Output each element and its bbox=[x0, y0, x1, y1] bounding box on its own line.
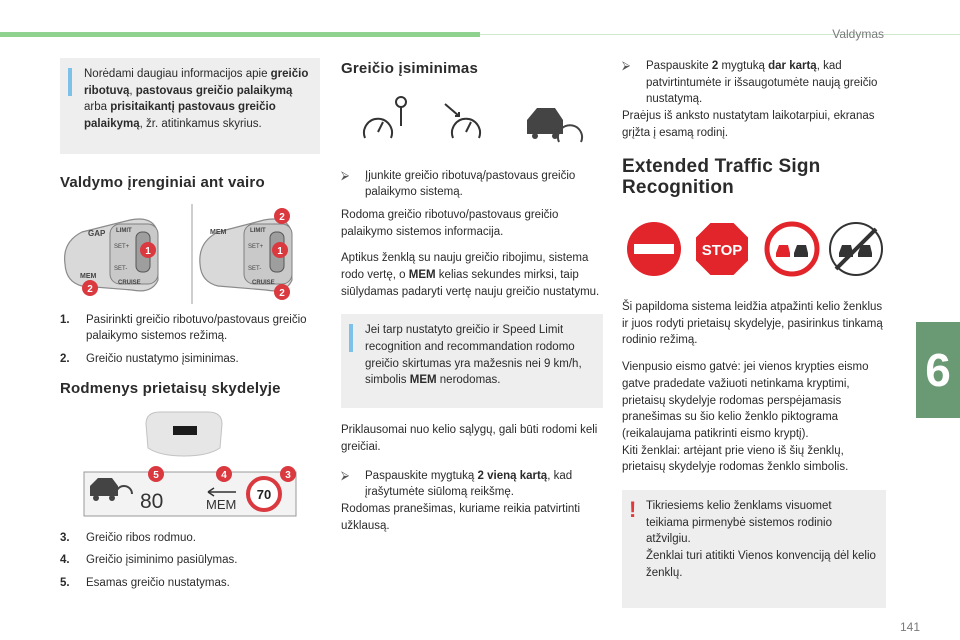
cruise-control-icon bbox=[445, 104, 480, 138]
arrow-icon: ⮚ bbox=[341, 169, 350, 182]
info-bold: pastovaus greičio palaikymą bbox=[135, 84, 293, 97]
speed-limiter-icon bbox=[364, 97, 406, 138]
arrow-icon: ⮚ bbox=[622, 60, 631, 72]
paragraph: Kiti ženklai: artėjant prie vieno iš šių ženklų, prietaisų skydelyje rodomas ženklo simbolis. bbox=[622, 444, 849, 474]
end-no-overtaking-sign-icon bbox=[830, 223, 882, 275]
heading-speed-memorisation: Greičio įsiminimas bbox=[341, 60, 478, 77]
svg-text:3: 3 bbox=[285, 469, 291, 481]
controls-list bbox=[60, 312, 320, 368]
warning-note: ! Tikriesiems kelio ženklams visuomet teikiama pirmenybė sistemos rodinio atžvilgiu. Ženklai turi atitikti Vienos konvenciją dėl kelio ženklų. bbox=[622, 490, 886, 608]
info-text: , bbox=[129, 84, 136, 97]
set-minus-label: SET- bbox=[248, 265, 262, 272]
list-item: 2. Greičio nustatymo įsiminimas. bbox=[60, 353, 239, 366]
svg-text:2: 2 bbox=[87, 283, 93, 295]
badge-2-bottom-icon bbox=[274, 284, 290, 300]
info-note-mem: Jei tarp nustatyto greičio ir Speed Limit recognition and recommandation rodomo greičio skirtumas yra mažesnis nei 9 km/h, simbolis MEM nerodomas. bbox=[341, 314, 603, 408]
badge-3-icon bbox=[280, 466, 296, 482]
heading-extended-tsr: Extended Traffic Sign Recognition bbox=[622, 156, 821, 199]
steering-stalk-illustration bbox=[60, 202, 320, 306]
paragraph: Aptikus ženklą su nauju greičio ribojimu, sistema rodo vertę, o MEM kelias sekundes mirksi, taip siūlydamas padaryti vertę nauju greičio nustatymu. bbox=[341, 252, 600, 298]
info-text: arba bbox=[84, 101, 111, 114]
gap-label: GAP bbox=[88, 228, 106, 238]
limit-label: LIMIT bbox=[250, 227, 266, 234]
svg-text:1: 1 bbox=[145, 245, 151, 257]
list-item: 3. Greičio ribos rodmuo. bbox=[60, 531, 196, 544]
column-1 bbox=[60, 58, 320, 598]
stop-sign-icon bbox=[695, 222, 749, 276]
traffic-signs-row bbox=[622, 213, 886, 285]
badge-2-top-icon bbox=[274, 208, 290, 224]
badge-1-icon bbox=[140, 242, 156, 258]
svg-text:STOP: STOP bbox=[701, 242, 743, 260]
step-press-once: ⮚ Paspauskite mygtuką 2 vieną kartą, kad įrašytumėte siūlomą reikšmę. bbox=[341, 468, 603, 501]
section-title: Valdymas bbox=[832, 27, 884, 41]
heading-controls: Valdymo įrenginiai ant vairo bbox=[60, 174, 265, 191]
paragraph: Priklausomai nuo kelio sąlygų, gali būti rodomi keli greičiai. bbox=[341, 424, 598, 454]
set-minus-label: SET- bbox=[114, 265, 128, 272]
cruise-label: CRUISE bbox=[252, 279, 275, 286]
column-2 bbox=[341, 58, 603, 544]
speed-memorisation-icons bbox=[341, 92, 603, 156]
badge-2-icon bbox=[82, 280, 98, 296]
info-icon bbox=[68, 68, 72, 96]
instrument-display-illustration bbox=[60, 406, 320, 524]
current-speed-readout: 80 bbox=[140, 489, 164, 513]
header-accent-bar bbox=[0, 32, 480, 37]
badge-4-icon bbox=[216, 466, 232, 482]
display-list bbox=[60, 530, 320, 592]
cruise-label: CRUISE bbox=[118, 279, 141, 286]
paragraph: Rodomas pranešimas, kuriame reikia patvirtinti užklausą. bbox=[341, 503, 581, 532]
paragraph: Rodoma greičio ribotuvo/pastovaus greičio palaikymo sistemos informacija. bbox=[341, 209, 559, 238]
mem-label: MEM bbox=[210, 228, 227, 236]
list-item: 4. Greičio įsiminimo pasiūlymas. bbox=[60, 554, 238, 567]
svg-text:2: 2 bbox=[279, 287, 285, 299]
page-number: 141 bbox=[899, 619, 920, 634]
svg-text:4: 4 bbox=[221, 469, 227, 481]
svg-text:2: 2 bbox=[279, 211, 285, 223]
chapter-tab: 6 bbox=[916, 322, 960, 418]
no-entry-sign-icon bbox=[627, 222, 681, 276]
arrow-icon: ⮚ bbox=[341, 469, 350, 482]
info-bold: greičio ribotuvą bbox=[84, 68, 309, 97]
set-plus-label: SET+ bbox=[248, 243, 264, 250]
info-icon bbox=[349, 324, 353, 352]
paragraph: Vienpusio eismo gatvė: jei vienos krypties eismo gatve pradedate važiuoti netinkama kryptimi, prietaisų skydelyje rodomas perspėjamasis pranešimas su šio kelio ženklo piktograma (reikalaujama patikrinti eismo kryptį). bbox=[622, 361, 869, 440]
warning-icon: ! bbox=[629, 496, 637, 522]
header-rule bbox=[480, 34, 960, 35]
no-overtaking-sign-icon bbox=[767, 224, 817, 274]
heading-display: Rodmenys prietaisų skydelyje bbox=[60, 379, 281, 397]
set-plus-label: SET+ bbox=[114, 243, 130, 250]
speed-limit-sign-icon bbox=[248, 478, 280, 510]
svg-text:1: 1 bbox=[277, 245, 283, 257]
info-bold: prisitaikantį pastovaus greičio palaikymą bbox=[84, 101, 276, 131]
paragraph: Praėjus iš anksto nustatytam laikotarpiui, ekranas grįžta į esamą rodinį. bbox=[622, 110, 875, 139]
mem-readout: MEM bbox=[206, 496, 237, 512]
svg-text:70: 70 bbox=[256, 486, 272, 502]
list-item: 1. Pasirinkti greičio ribotuvo/pastovaus greičio palaikymo sistemos režimą. bbox=[60, 313, 307, 343]
info-note bbox=[60, 58, 320, 154]
limit-label: LIMIT bbox=[116, 227, 132, 234]
mem-label: MEM bbox=[80, 272, 97, 280]
badge-5-icon bbox=[148, 466, 164, 482]
list-item: 5. Esamas greičio nustatymas. bbox=[60, 576, 230, 589]
paragraph: Ši papildoma sistema leidžia atpažinti kelio ženklus ir juos rodyti prietaisų skydelyje, pasirinkus tinkamą rodinio režimą. bbox=[622, 301, 883, 347]
adaptive-cruise-icon bbox=[527, 108, 582, 142]
info-text: Norėdami daugiau informacijos apie bbox=[84, 68, 271, 80]
step-enable: ⮚ Įjunkite greičio ribotuvą/pastovaus greičio palaikymo sistemą. bbox=[341, 168, 603, 201]
display-screen-icon bbox=[173, 426, 197, 435]
svg-text:5: 5 bbox=[153, 469, 159, 481]
badge-1-right-icon bbox=[272, 242, 288, 258]
info-text: , žr. atitinkamus skyrius. bbox=[139, 118, 262, 131]
step-press-again: ⮚ Paspauskite 2 mygtuką dar kartą, kad patvirtintumėte ir išsaugotumėte naują greičio nustatymą. bbox=[622, 58, 886, 108]
column-3 bbox=[622, 58, 886, 608]
